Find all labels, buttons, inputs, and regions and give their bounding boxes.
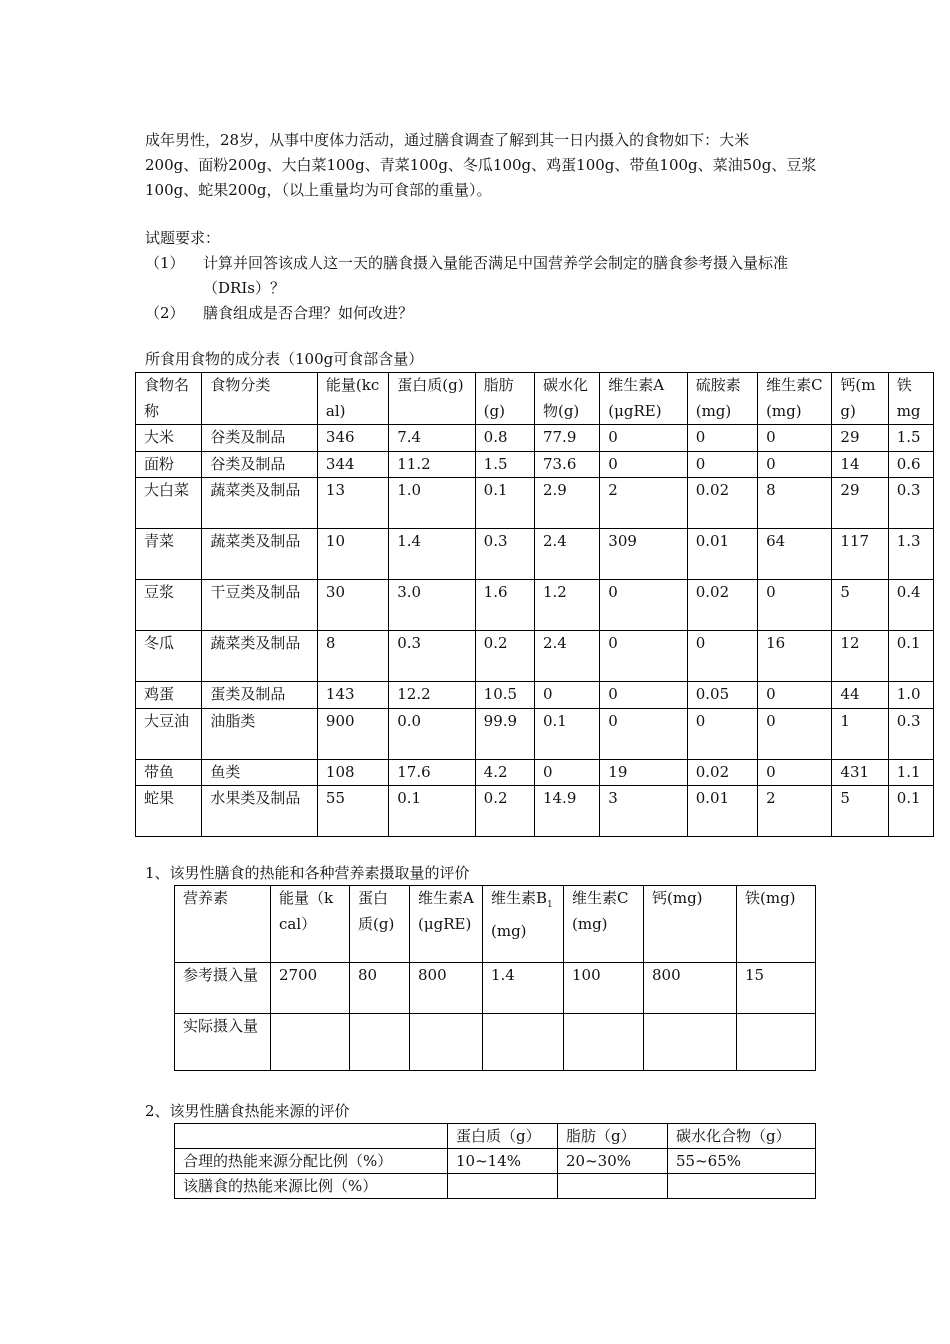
table-header-row <box>175 886 816 963</box>
table-cell <box>644 1014 737 1071</box>
table-cell: 20~30% <box>558 1149 668 1174</box>
table-cell: 蔬菜类及制品 <box>202 478 318 529</box>
table-cell: 蛇果 <box>136 786 202 837</box>
table-cell: 谷类及制品 <box>202 451 318 478</box>
table-row <box>136 631 934 682</box>
header-cell: 能量(kcal) <box>317 373 388 425</box>
table-cell: 鸡蛋 <box>136 682 202 709</box>
table-cell: 19 <box>600 759 687 786</box>
table-row <box>136 708 934 759</box>
requirement-text: 膳食组成是否合理？如何改进？ <box>203 304 414 322</box>
table-cell: 16 <box>758 631 832 682</box>
table-header-row <box>175 1124 816 1149</box>
table-cell: 油脂类 <box>202 708 318 759</box>
header-cell: 蛋白质(g) <box>350 886 410 963</box>
table-cell: 0.02 <box>687 580 757 631</box>
table-cell: 0.01 <box>687 786 757 837</box>
table-cell: 大米 <box>136 425 202 452</box>
header-cell: 硫胺素(mg) <box>687 373 757 425</box>
header-cell: 维生素A(μgRE) <box>410 886 483 963</box>
table-cell: 0.2 <box>475 631 534 682</box>
header-cell: 食物分类 <box>202 373 318 425</box>
table-cell: 蔬菜类及制品 <box>202 631 318 682</box>
table-cell: 1.4 <box>389 529 475 580</box>
table-cell: 2.4 <box>534 529 599 580</box>
table-cell: 29 <box>832 478 888 529</box>
table-cell: 0.3 <box>389 631 475 682</box>
header-cell: 蛋白质(g) <box>389 373 475 425</box>
table-cell: 1.0 <box>888 682 933 709</box>
header-cell: 钙(mg) <box>644 886 737 963</box>
table-row <box>136 580 934 631</box>
table-cell: 0 <box>687 451 757 478</box>
food-composition-table <box>135 372 934 837</box>
table-cell: 1.0 <box>389 478 475 529</box>
table-cell: 0 <box>687 708 757 759</box>
table-cell: 0 <box>758 682 832 709</box>
table-cell: 55 <box>317 786 388 837</box>
table-cell: 8 <box>758 478 832 529</box>
table-cell: 64 <box>758 529 832 580</box>
table-cell: 合理的热能来源分配比例（%） <box>175 1149 448 1174</box>
intro-line: 200g、面粉200g、大白菜100g、青菜100g、冬瓜100g、鸡蛋100g、带鱼100g、菜油50g、豆浆 <box>145 156 817 174</box>
table-cell: 1.5 <box>475 451 534 478</box>
table-cell <box>350 1014 410 1071</box>
table-cell: 0 <box>600 451 687 478</box>
table-cell: 0 <box>687 425 757 452</box>
table-cell: 0 <box>758 425 832 452</box>
table-cell: 0.3 <box>888 478 933 529</box>
table-cell <box>271 1014 350 1071</box>
table-cell: 55~65% <box>668 1149 816 1174</box>
header-cell: 铁mg <box>888 373 933 425</box>
table-header-row <box>136 373 934 425</box>
table-cell: 14.9 <box>534 786 599 837</box>
table-row <box>175 1174 816 1199</box>
table-cell: 蛋类及制品 <box>202 682 318 709</box>
table-cell: 800 <box>410 963 483 1014</box>
requirement-item <box>145 301 825 326</box>
table-row <box>175 1014 816 1071</box>
table-cell <box>558 1174 668 1199</box>
nutrient-intake-table <box>174 885 816 1071</box>
intro-line: 成年男性，28岁，从事中度体力活动，通过膳食调查了解到其一日内摄入的食物如下：大米 <box>145 131 750 149</box>
intro-line: 100g、蛇果200g，（以上重量均为可食部的重量）。 <box>145 181 492 199</box>
table-cell: 冬瓜 <box>136 631 202 682</box>
requirements-section <box>145 226 825 326</box>
table-cell: 2700 <box>271 963 350 1014</box>
table-cell: 2 <box>600 478 687 529</box>
table-cell: 0.3 <box>475 529 534 580</box>
table-row <box>136 529 934 580</box>
table-cell <box>448 1174 558 1199</box>
table-cell: 带鱼 <box>136 759 202 786</box>
table-cell: 99.9 <box>475 708 534 759</box>
food-table-caption: 所食用食物的成分表（100g可食部含量） <box>145 350 424 368</box>
table-cell: 0.1 <box>475 478 534 529</box>
table-cell: 0.2 <box>475 786 534 837</box>
table-cell: 0 <box>758 708 832 759</box>
table-cell: 0.4 <box>888 580 933 631</box>
table-cell: 5 <box>832 580 888 631</box>
table-row <box>136 425 934 452</box>
table-cell: 1.2 <box>534 580 599 631</box>
table-cell: 100 <box>564 963 644 1014</box>
table-cell: 10 <box>317 529 388 580</box>
table-cell: 鱼类 <box>202 759 318 786</box>
table-cell: 2.9 <box>534 478 599 529</box>
table-cell: 水果类及制品 <box>202 786 318 837</box>
table-cell: 0.1 <box>888 631 933 682</box>
header-cell: 碳水化物(g) <box>534 373 599 425</box>
requirement-number: （2） <box>145 304 185 322</box>
table-cell: 4.2 <box>475 759 534 786</box>
requirement-item <box>145 251 825 301</box>
intake-table-caption: 1、该男性膳食的热能和各种营养素摄取量的评价 <box>145 864 470 882</box>
table-cell: 参考摄入量 <box>175 963 271 1014</box>
table-cell: 12 <box>832 631 888 682</box>
table-cell: 10~14% <box>448 1149 558 1174</box>
header-cell: 维生素A(μgRE) <box>600 373 687 425</box>
header-cell <box>175 1124 448 1149</box>
table-cell: 11.2 <box>389 451 475 478</box>
table-cell: 29 <box>832 425 888 452</box>
table-row <box>136 478 934 529</box>
table-cell: 0.1 <box>534 708 599 759</box>
table-row <box>175 963 816 1014</box>
table-cell: 0.1 <box>888 786 933 837</box>
table-cell: 309 <box>600 529 687 580</box>
table-cell: 346 <box>317 425 388 452</box>
table-row <box>136 682 934 709</box>
table-cell: 73.6 <box>534 451 599 478</box>
header-cell: 维生素$B_1(mg)$ <box>483 886 564 963</box>
table-cell: 1.3 <box>888 529 933 580</box>
table-cell: 3 <box>600 786 687 837</box>
table-cell: 0.05 <box>687 682 757 709</box>
table-cell: 0.1 <box>389 786 475 837</box>
table-cell: 344 <box>317 451 388 478</box>
table-cell: 1.1 <box>888 759 933 786</box>
table-cell: 7.4 <box>389 425 475 452</box>
table-cell: 10.5 <box>475 682 534 709</box>
table-cell: 15 <box>737 963 816 1014</box>
table-cell: 0.3 <box>888 708 933 759</box>
table-cell: 14 <box>832 451 888 478</box>
table-cell: 谷类及制品 <box>202 425 318 452</box>
table-cell: 2.4 <box>534 631 599 682</box>
table-cell: 青菜 <box>136 529 202 580</box>
table-cell <box>564 1014 644 1071</box>
table-cell: 800 <box>644 963 737 1014</box>
table-cell: 0 <box>534 682 599 709</box>
table-cell: 77.9 <box>534 425 599 452</box>
table-cell: 面粉 <box>136 451 202 478</box>
table-row <box>136 451 934 478</box>
header-cell: 食物名称 <box>136 373 202 425</box>
header-cell: 钙(mg) <box>832 373 888 425</box>
table-cell: 该膳食的热能来源比例（%） <box>175 1174 448 1199</box>
header-cell: 脂肪(g) <box>475 373 534 425</box>
table-cell: 3.0 <box>389 580 475 631</box>
table-row <box>175 1149 816 1174</box>
energy-source-table <box>174 1123 816 1199</box>
table-cell: 0 <box>600 580 687 631</box>
table-cell: 蔬菜类及制品 <box>202 529 318 580</box>
header-cell: 脂肪（g） <box>558 1124 668 1149</box>
table-cell: 大豆油 <box>136 708 202 759</box>
table-cell: 0 <box>758 580 832 631</box>
table-cell <box>483 1014 564 1071</box>
requirement-number: （1） <box>145 254 185 272</box>
table-cell: 大白菜 <box>136 478 202 529</box>
table-cell: 0 <box>600 631 687 682</box>
table-cell: 0 <box>758 759 832 786</box>
requirement-text: 计算并回答该成人这一天的膳食摄入量能否满足中国营养学会制定的膳食参考摄入量标准（DRIs）？ <box>203 254 789 297</box>
table-cell: 0 <box>600 708 687 759</box>
header-cell: 蛋白质（g） <box>448 1124 558 1149</box>
table-cell <box>737 1014 816 1071</box>
table-cell: 431 <box>832 759 888 786</box>
table-cell: 实际摄入量 <box>175 1014 271 1071</box>
table-cell: 0.02 <box>687 478 757 529</box>
table-cell: 0 <box>600 425 687 452</box>
table-cell: 1.6 <box>475 580 534 631</box>
header-cell: 碳水化合物（g） <box>668 1124 816 1149</box>
table-cell: 80 <box>350 963 410 1014</box>
table-cell: 0.8 <box>475 425 534 452</box>
header-cell: 维生素C (mg) <box>758 373 832 425</box>
table-cell: 0 <box>758 451 832 478</box>
table-cell: 2 <box>758 786 832 837</box>
table-cell: 0.01 <box>687 529 757 580</box>
header-cell: 营养素 <box>175 886 271 963</box>
table-cell: 1.5 <box>888 425 933 452</box>
table-cell: 0.0 <box>389 708 475 759</box>
table-cell: 0 <box>687 631 757 682</box>
table-cell: 44 <box>832 682 888 709</box>
table-cell: 0.6 <box>888 451 933 478</box>
table-row <box>136 786 934 837</box>
table-cell <box>668 1174 816 1199</box>
table-cell: 0 <box>534 759 599 786</box>
table-cell: 117 <box>832 529 888 580</box>
table-cell: 1 <box>832 708 888 759</box>
energy-table-caption: 2、该男性膳食热能来源的评价 <box>145 1102 350 1120</box>
table-cell <box>410 1014 483 1071</box>
table-cell: 豆浆 <box>136 580 202 631</box>
table-cell: 1.4 <box>483 963 564 1014</box>
table-row <box>136 759 934 786</box>
table-cell: 干豆类及制品 <box>202 580 318 631</box>
table-cell: 900 <box>317 708 388 759</box>
table-cell: 0 <box>600 682 687 709</box>
intro-paragraph <box>145 128 815 203</box>
requirements-title: 试题要求： <box>145 229 221 247</box>
table-cell: 13 <box>317 478 388 529</box>
table-cell: 17.6 <box>389 759 475 786</box>
table-cell: 8 <box>317 631 388 682</box>
header-cell: 能量（kcal） <box>271 886 350 963</box>
table-cell: 143 <box>317 682 388 709</box>
header-cell: 铁(mg) <box>737 886 816 963</box>
table-cell: 108 <box>317 759 388 786</box>
header-cell: 维生素C(mg) <box>564 886 644 963</box>
table-cell: 5 <box>832 786 888 837</box>
table-cell: 30 <box>317 580 388 631</box>
table-cell: 12.2 <box>389 682 475 709</box>
table-cell: 0.02 <box>687 759 757 786</box>
